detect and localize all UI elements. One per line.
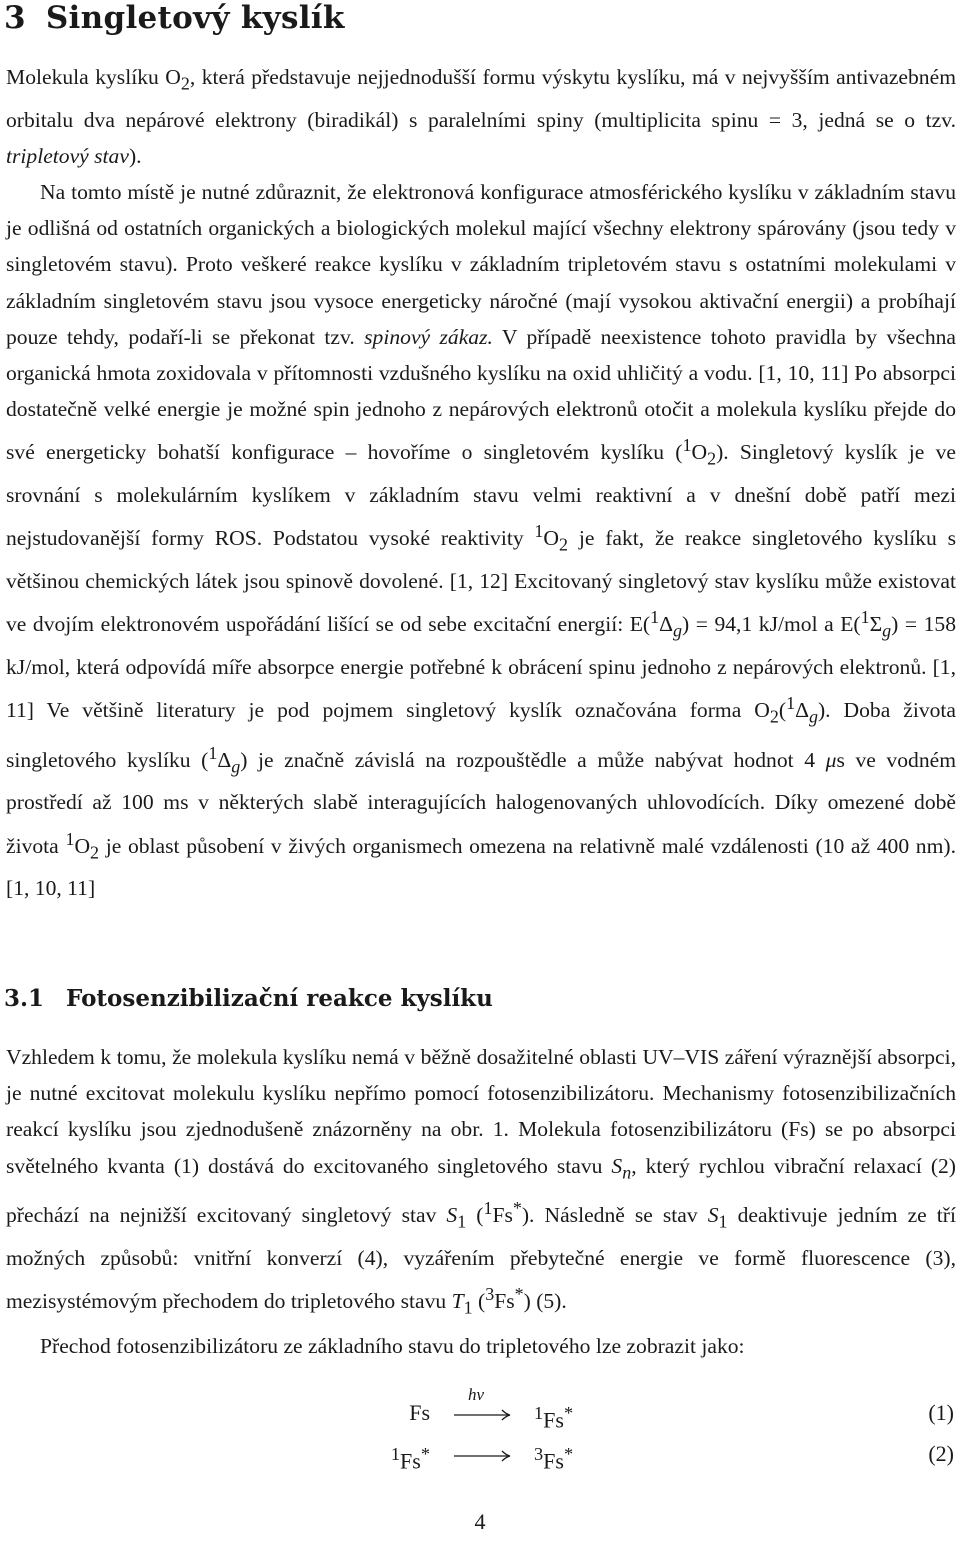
superscript: 1 [65, 828, 75, 849]
text: O [691, 440, 708, 465]
text: , který rychlou vibrační relaxací (2) přechází na nejnižší excitovaný singletový stav [6, 1153, 957, 1228]
arrow-label: hν [468, 1385, 485, 1404]
superscript: 1 [786, 693, 796, 714]
subscript: g [808, 706, 818, 727]
paragraph-transition [6, 1328, 956, 1364]
superscript: * [514, 1284, 524, 1305]
equation-number: (2) [928, 1441, 954, 1466]
subscript: 2 [559, 534, 569, 555]
subsection-number: 3.1 [4, 985, 45, 1012]
superscript: 1 [534, 521, 544, 542]
text: O [543, 526, 560, 551]
symbol: S [611, 1153, 623, 1178]
text: Molekula kyslíku O [6, 65, 181, 89]
text: Fs [409, 1400, 430, 1425]
text: je oblast působení v živých organismech omezena na relativně malé vzdálenosti (10 až 400 nm). [1, 10, 11] [6, 833, 956, 901]
text: Přechod fotosenzibilizátoru ze základního stavu do tripletového lze zobrazit jako: [40, 1334, 745, 1358]
text: ) = 158 kJ/mol, která odpovídá míře absorpce energie potřebné k obrácení spinu jednoho z nepárových elektronů. [1, 11] Ve většině literatury je pod pojmem singletový kyslík označována forma O [6, 612, 956, 723]
superscript: * [420, 1444, 430, 1464]
equation-number: (1) [928, 1400, 954, 1425]
superscript: 1 [390, 1444, 401, 1464]
subscript: 1 [457, 1211, 467, 1232]
subsection-heading [4, 977, 493, 1021]
symbol: Δ [659, 612, 674, 637]
text: Fs [492, 1203, 513, 1228]
superscript: 3 [485, 1284, 495, 1305]
equation-rhs [534, 1436, 573, 1479]
section-heading [4, 0, 345, 44]
text: V případě neexistence tohoto pravidla by všechna organická hmota zoxidovala v přítomnosti vzdušného kyslíku na oxid uhličitý a vodu. [1, 10, 11] Po absorpci dostatečně velké energie je možné spin jednoho z nepárových elektronů otočit a molekula kyslíku přejde do své energeticky bohatší konfigurace – hovoříme o singletovém kyslíku ( [6, 324, 957, 465]
text: ) je značně závislá na rozpouštědle a může nabývat hodnot 4 [240, 747, 826, 772]
subsection-title: Fotosenzibilizační reakce kyslíku [66, 985, 493, 1012]
section-number: 3 [4, 0, 26, 36]
symbol: μ [825, 747, 837, 772]
subscript: 2 [180, 73, 190, 94]
superscript: 1 [208, 742, 218, 763]
reaction-arrow-icon [452, 1436, 512, 1472]
arrow-svg [452, 1436, 512, 1472]
equation-lhs [409, 1395, 430, 1431]
paragraph-intro [6, 59, 956, 907]
text: deaktivuje jedním ze tří možných způsobů: vnitřní konverzí (4), vyzářením přebytečné energie ve formě fluorescence (3), mezisystémovým přechodem do tripletového stavu [6, 1203, 956, 1314]
text: ( [472, 1289, 486, 1314]
text: , která představuje nejjednodušší formu výskytu kyslíku, má v nejvyšším antivazebném orbitalu dva nepárové elektrony (biradikál) s paralelními spiny (multiplicita spinu = 3, jedná se o tzv. [6, 65, 956, 132]
superscript: 1 [483, 1198, 493, 1219]
text: je fakt, že reakce singletového kyslíku s většinou chemických látek jsou spinově dovolené. [1, 12] Excitovaný singletový stav kyslíku může existovat ve dvojím elektronovém uspořádání lišící se od sebe excitační energií: E( [6, 526, 957, 637]
subscript: 2 [707, 448, 717, 469]
equation-lhs [391, 1436, 430, 1479]
superscript: 1 [860, 607, 870, 628]
subscript: n [622, 1161, 632, 1182]
superscript: * [563, 1444, 574, 1464]
text: Fs [494, 1289, 515, 1314]
text: Fs [543, 1448, 564, 1474]
page-number: 4 [474, 1509, 486, 1534]
superscript: * [512, 1198, 522, 1219]
section-title: Singletový kyslík [45, 0, 345, 36]
subscript: g [231, 756, 241, 777]
emphasis: tripletový stav [6, 143, 129, 168]
emphasis: spinový zákaz. [364, 324, 493, 349]
subscript: g [882, 620, 892, 641]
symbol: Σ [869, 612, 883, 637]
text: ) (5). [523, 1289, 567, 1314]
text: ( [466, 1203, 484, 1228]
symbol: T [451, 1289, 464, 1314]
symbol: S [707, 1203, 719, 1228]
subscript: g [673, 620, 683, 641]
arrow-svg [452, 1395, 512, 1431]
reaction-arrow-icon [452, 1385, 512, 1431]
text: Fs [400, 1448, 421, 1474]
text: Na tomto místě je nutné zdůraznit, že elektronová konfigurace atmosférického kyslíku v základním stavu je odlišná od ostatních organických a biologických molekul mající všechny elektrony spárovány (jsou tedy v singletovém stavu). Proto veškeré reakce kyslíku v základním tripletovém stavu s ostatními molekulami v základním singletovém stavu jsou vysoce energeticky náročné (mají vysokou aktivační energii) a probíhají pouze tehdy, podaří-li se překonat tzv. [6, 179, 956, 349]
superscript: * [563, 1403, 574, 1423]
subscript: 2 [90, 842, 100, 863]
text: ) = 94,1 kJ/mol a E( [682, 612, 861, 637]
paragraph-mechanism [6, 1039, 956, 1326]
symbol: S [446, 1203, 458, 1228]
equation-2 [0, 1436, 960, 1472]
symbol: Δ [217, 747, 232, 772]
text: ). Následně se stav [521, 1203, 708, 1228]
text: Vzhledem k tomu, že molekula kyslíku nemá v běžně dosažitelné oblasti UV–VIS záření výraznější absorpci, je nutné excitovat molekulu kyslíku nepřímo pomocí fotosenzibilizátoru. Mechanismy fotosenzibilizačních reakcí kyslíku jsou zjednodušeně znázorněny na obr. 1. Molekula fotosenzibilizátoru (Fs) se po absorpci světelného kvanta (1) dostává do excitovaného singletového stavu [6, 1045, 956, 1178]
text: ). Doba života singletového kyslíku ( [6, 698, 957, 772]
subscript: 2 [769, 706, 779, 727]
superscript: 1 [650, 607, 660, 628]
text: s ve vodném prostředí až 100 ms v některých slabě interagujících halogenovaných uhlovodících. Díky omezené době života [6, 747, 956, 858]
text: O [74, 833, 91, 858]
equation-rhs [534, 1395, 573, 1438]
text: Fs [543, 1407, 564, 1433]
superscript: 1 [534, 1403, 544, 1423]
equation-1 [0, 1385, 960, 1433]
superscript: 3 [534, 1444, 544, 1464]
symbol: Δ [795, 698, 809, 723]
subscript: 1 [718, 1211, 728, 1232]
text: ( [778, 698, 787, 723]
subscript: 1 [463, 1297, 473, 1318]
text: ). [128, 143, 142, 168]
text: ). Singletový kyslík je ve srovnání s molekulárním kyslíkem v základním stavu velmi reaktivní a v dnešní době patří mezi nejstudovanější formy ROS. Podstatou vysoké reaktivity [6, 440, 956, 551]
superscript: 1 [682, 435, 692, 456]
